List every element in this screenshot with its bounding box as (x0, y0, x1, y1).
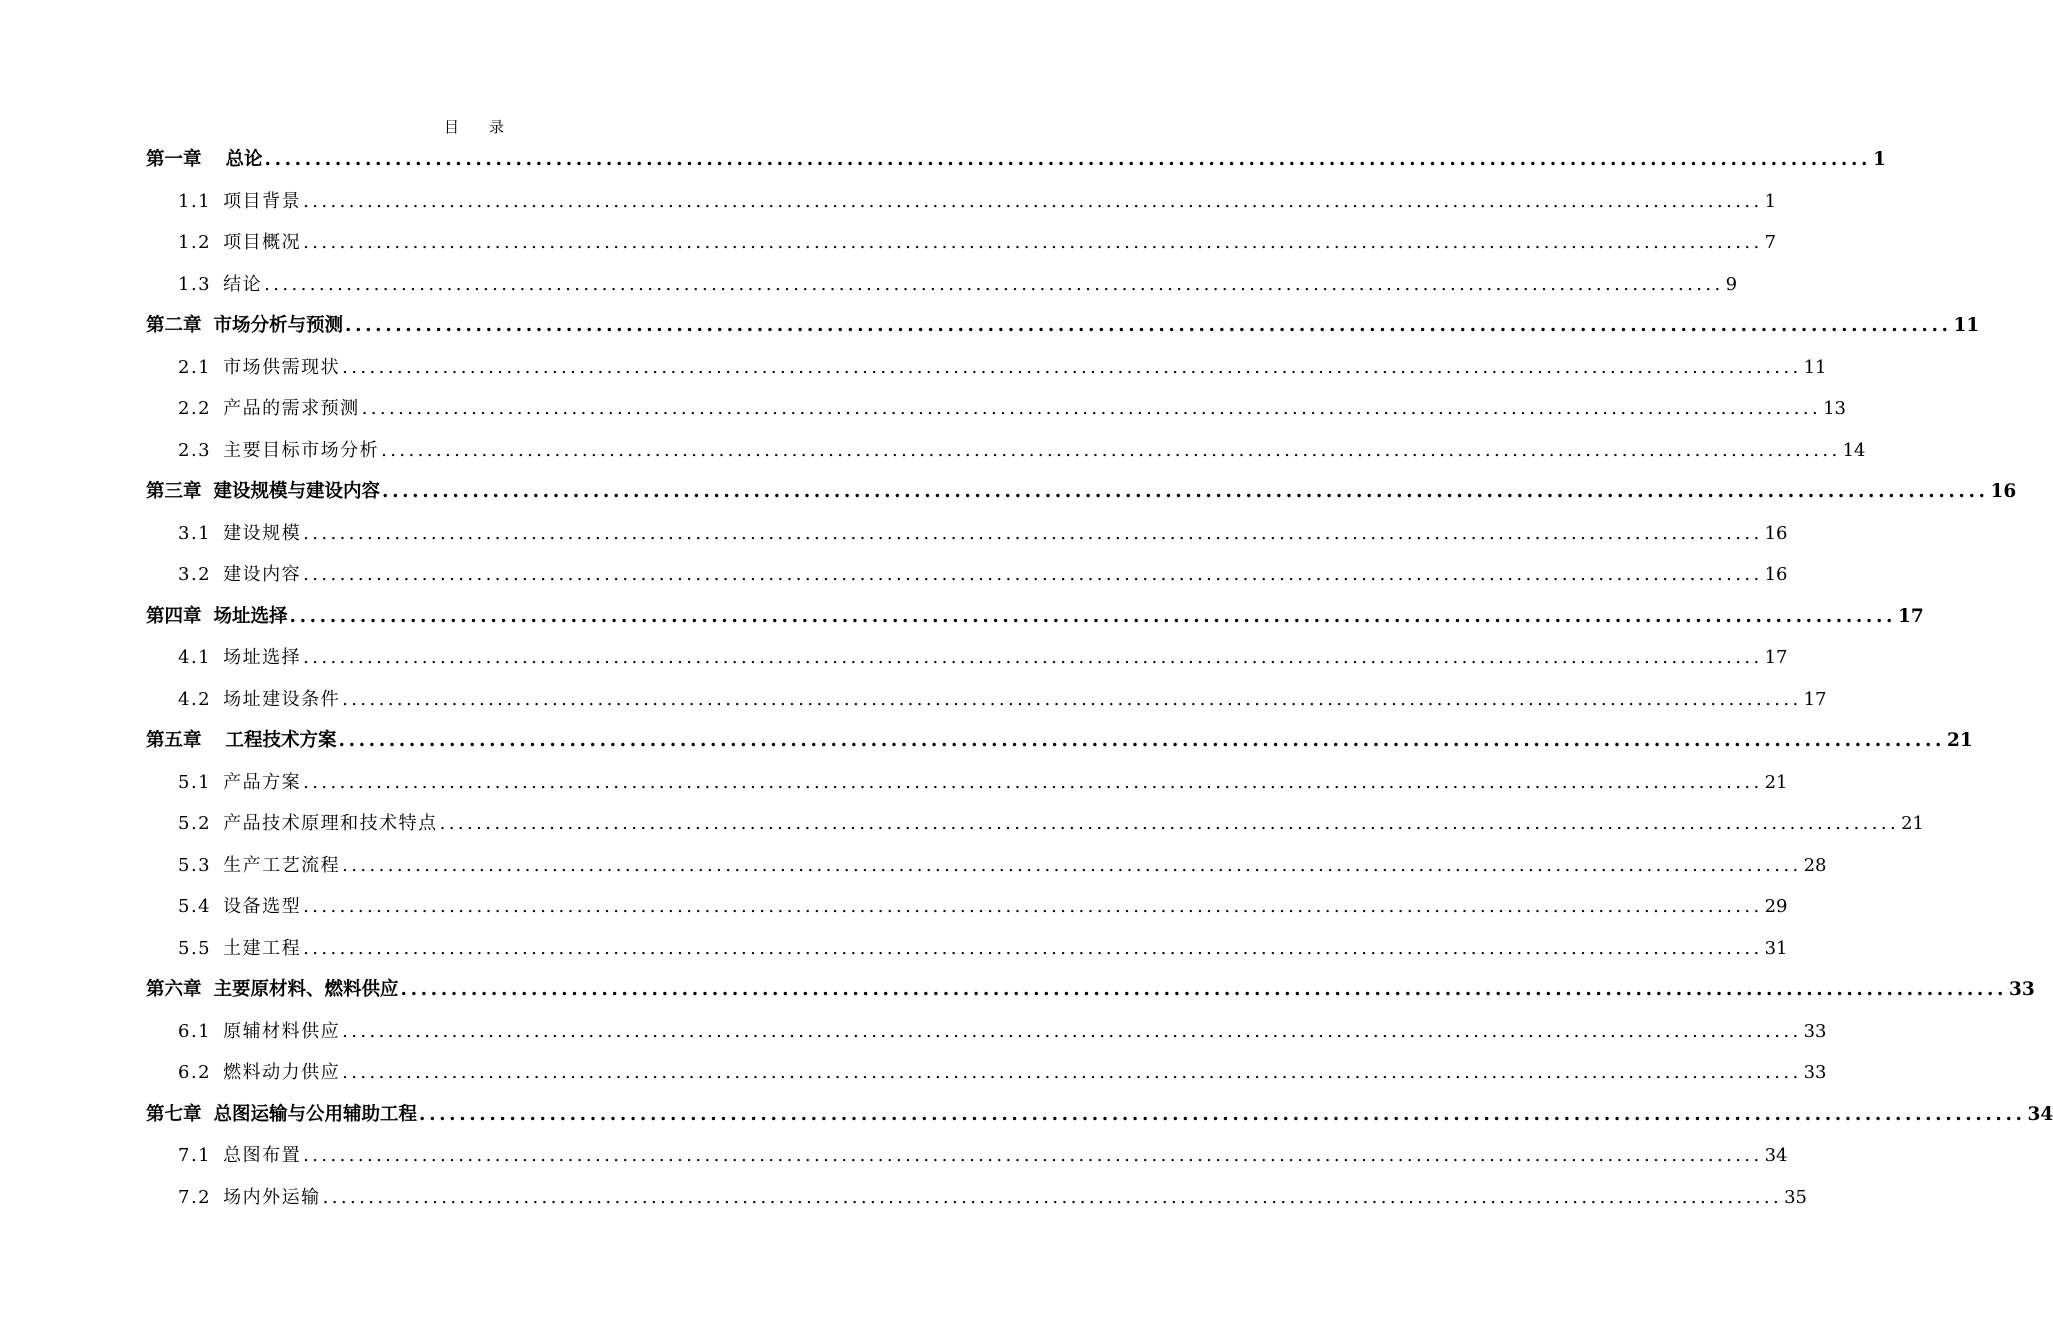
toc-entry-number: 2.1 (178, 356, 212, 378)
toc-entry-number: 3.1 (178, 522, 212, 544)
toc-section-row[interactable] (146, 1052, 1827, 1094)
toc-page-number: 16 (1764, 564, 1788, 585)
toc-dot-leader: ................................................................................................................................................................ (303, 771, 1763, 793)
toc-entry-label: 土建工程 (223, 937, 302, 959)
toc-page-number: 33 (2009, 979, 2035, 1000)
toc-entry-number: 5.3 (178, 854, 212, 876)
toc-section-row[interactable] (146, 513, 1788, 555)
toc-section-row[interactable] (146, 637, 1788, 679)
toc-entry-label: 燃料动力供应 (223, 1062, 341, 1083)
toc-page-number: 33 (1803, 1062, 1827, 1083)
toc-section-row[interactable] (146, 1011, 1827, 1053)
toc-entry-number: 5.2 (178, 813, 212, 834)
toc-entry-label: 设备选型 (223, 896, 302, 917)
toc-page-number: 28 (1803, 854, 1827, 876)
toc-entry-number: 4.2 (178, 688, 212, 710)
toc-section-row[interactable] (146, 679, 1827, 721)
toc-chapter-row[interactable] (146, 969, 2035, 1011)
toc-entry-label: 场址选择 (213, 605, 288, 627)
toc-dot-leader: ................................................................................................................................................................ (289, 605, 1897, 627)
toc-dot-leader: ................................................................................................................................................................ (303, 896, 1763, 917)
toc-chapter-row[interactable] (146, 139, 1886, 181)
toc-entry-label: 场址选择 (223, 647, 302, 668)
toc-entry-label: 工程技术方案 (225, 730, 337, 751)
toc-entry-label: 市场供需现状 (223, 356, 341, 378)
toc-dot-leader: ................................................................................................................................................................ (342, 356, 1802, 378)
toc-dot-leader: ................................................................................................................................................................ (342, 688, 1802, 710)
toc-dot-leader: ................................................................................................................................................................ (400, 979, 2008, 1000)
toc-page-number: 29 (1764, 896, 1788, 917)
toc-entry-number: 第五章 (146, 730, 202, 751)
toc-entry-label: 产品的需求预测 (223, 398, 360, 419)
toc-entry-label: 结论 (223, 273, 263, 295)
toc-entry-label: 项目概况 (223, 232, 302, 253)
toc-entry-label: 总图布置 (223, 1145, 302, 1166)
toc-entry-number: 5.4 (178, 896, 212, 917)
toc-section-row[interactable] (146, 928, 1788, 970)
toc-page-number: 14 (1842, 439, 1866, 461)
toc-dot-leader: ................................................................................................................................................................ (303, 232, 1763, 253)
toc-section-row[interactable] (146, 1135, 1788, 1177)
toc-page-number: 9 (1725, 273, 1738, 295)
toc-section-row[interactable] (146, 845, 1827, 887)
toc-page-number: 31 (1764, 937, 1788, 959)
toc-entry-number: 2.2 (178, 398, 212, 419)
toc-dot-leader: ................................................................................................................................................................ (382, 481, 1989, 502)
toc-section-row[interactable] (146, 803, 1925, 845)
toc-entry-label: 市场分析与预测 (213, 315, 344, 336)
toc-page-number: 17 (1764, 647, 1788, 668)
toc-dot-leader: ................................................................................................................................................................ (338, 730, 1946, 751)
toc-dot-leader: ................................................................................................................................................................ (303, 190, 1763, 212)
toc-entry-label: 场址建设条件 (223, 688, 341, 710)
toc-entry-number: 第七章 (146, 1103, 202, 1125)
toc-dot-leader: ................................................................................................................................................................ (342, 1020, 1802, 1042)
toc-entry-number: 1.1 (178, 190, 212, 212)
toc-dot-leader: ................................................................................................................................................................ (303, 647, 1763, 668)
toc-section-row[interactable] (146, 430, 1866, 472)
toc-entry-label: 总图运输与公用辅助工程 (213, 1103, 418, 1125)
toc-entry-number: 第二章 (146, 315, 202, 336)
toc-dot-leader: ................................................................................................................................................................ (303, 522, 1763, 544)
toc-page-number: 34 (1764, 1145, 1788, 1166)
toc-entry-number: 第三章 (146, 481, 202, 502)
toc-section-row[interactable] (146, 222, 1777, 264)
toc-chapter-row[interactable] (146, 596, 1924, 638)
toc-dot-leader: ................................................................................................................................................................ (322, 1186, 1783, 1208)
toc-entry-label: 产品方案 (223, 771, 302, 793)
toc-section-row[interactable] (146, 886, 1788, 928)
toc-page-number: 21 (1764, 771, 1788, 793)
toc-chapter-row[interactable] (146, 305, 1980, 347)
toc-dot-leader: ................................................................................................................................................................ (345, 315, 1952, 336)
toc-dot-leader: ................................................................................................................................................................ (342, 854, 1802, 876)
toc-entry-number: 5.1 (178, 771, 212, 793)
toc-dot-leader: ................................................................................................................................................................ (381, 439, 1841, 461)
toc-entry-number: 第六章 (146, 979, 202, 1000)
toc-dot-leader: ................................................................................................................................................................ (303, 937, 1763, 959)
toc-dot-leader: ................................................................................................................................................................ (264, 149, 1872, 170)
toc-section-row[interactable] (146, 264, 1738, 306)
toc-entry-label: 场内外运输 (223, 1186, 321, 1208)
toc-section-row[interactable] (146, 388, 1847, 430)
toc-entry-label: 主要目标市场分析 (223, 439, 380, 461)
toc-entry-number: 1.3 (178, 273, 212, 295)
toc-dot-leader: ................................................................................................................................................................ (439, 813, 1900, 834)
toc-dot-leader: ................................................................................................................................................................ (303, 564, 1763, 585)
toc-entry-label: 建设内容 (223, 564, 302, 585)
toc-page-number: 17 (1803, 688, 1827, 710)
toc-page-number: 1 (1764, 190, 1777, 212)
toc-entry-label: 生产工艺流程 (223, 854, 341, 876)
toc-entry-number: 5.5 (178, 937, 212, 959)
toc-entry-label: 建设规模与建设内容 (213, 481, 381, 502)
toc-page-number: 11 (1803, 356, 1827, 378)
toc-section-row[interactable] (146, 347, 1827, 389)
toc-entry-number: 2.3 (178, 439, 212, 461)
toc-title (0, 116, 950, 138)
toc-title-part1: 目 (443, 118, 461, 136)
toc-page-number: 21 (1947, 730, 1973, 751)
toc-page-number: 13 (1823, 398, 1847, 419)
toc-section-row[interactable] (146, 554, 1788, 596)
toc-entry-label: 原辅材料供应 (223, 1020, 341, 1042)
toc-entry-number: 3.2 (178, 564, 212, 585)
toc-entry-number: 6.1 (178, 1020, 212, 1042)
toc-entry-number: 7.2 (178, 1186, 212, 1208)
toc-page-number: 1 (1873, 149, 1886, 170)
toc-page-number: 21 (1901, 813, 1925, 834)
toc-page-number: 16 (1990, 481, 2017, 502)
toc-page-number: 34 (2027, 1103, 2053, 1125)
toc-section-row[interactable] (146, 1177, 1808, 1219)
toc-section-row[interactable] (146, 181, 1777, 223)
toc-dot-leader: ................................................................................................................................................................ (361, 398, 1822, 419)
toc-page-number: 11 (1953, 315, 1980, 336)
toc-entry-number: 4.1 (178, 647, 212, 668)
toc-chapter-row[interactable] (146, 471, 2017, 513)
toc-dot-leader: ................................................................................................................................................................ (264, 273, 1724, 295)
toc-entry-label: 建设规模 (223, 522, 302, 544)
toc-entry-label: 主要原材料、燃料供应 (213, 979, 399, 1000)
toc-page-number: 33 (1803, 1020, 1827, 1042)
toc-section-row[interactable] (146, 762, 1788, 804)
toc-entry-number: 1.2 (178, 232, 212, 253)
toc-page-number: 35 (1784, 1186, 1808, 1208)
toc-title-part2: 录 (489, 118, 507, 136)
toc-dot-leader: ................................................................................................................................................................ (342, 1062, 1802, 1083)
toc-entry-label: 项目背景 (223, 190, 302, 212)
toc-dot-leader: ................................................................................................................................................................ (419, 1103, 2026, 1125)
toc-dot-leader: ................................................................................................................................................................ (303, 1145, 1763, 1166)
toc-entry-number: 第一章 (146, 149, 202, 170)
toc-chapter-row[interactable] (146, 1094, 2053, 1136)
toc-entry-label: 总论 (225, 149, 263, 170)
toc-page-number: 17 (1898, 605, 1924, 627)
table-of-contents (146, 139, 2053, 1218)
toc-entry-number: 第四章 (146, 605, 202, 627)
toc-chapter-row[interactable] (146, 720, 1973, 762)
toc-page-number: 7 (1764, 232, 1777, 253)
toc-entry-number: 7.1 (178, 1145, 212, 1166)
toc-entry-label: 产品技术原理和技术特点 (223, 813, 438, 834)
toc-entry-number: 6.2 (178, 1062, 212, 1083)
toc-page-number: 16 (1764, 522, 1788, 544)
